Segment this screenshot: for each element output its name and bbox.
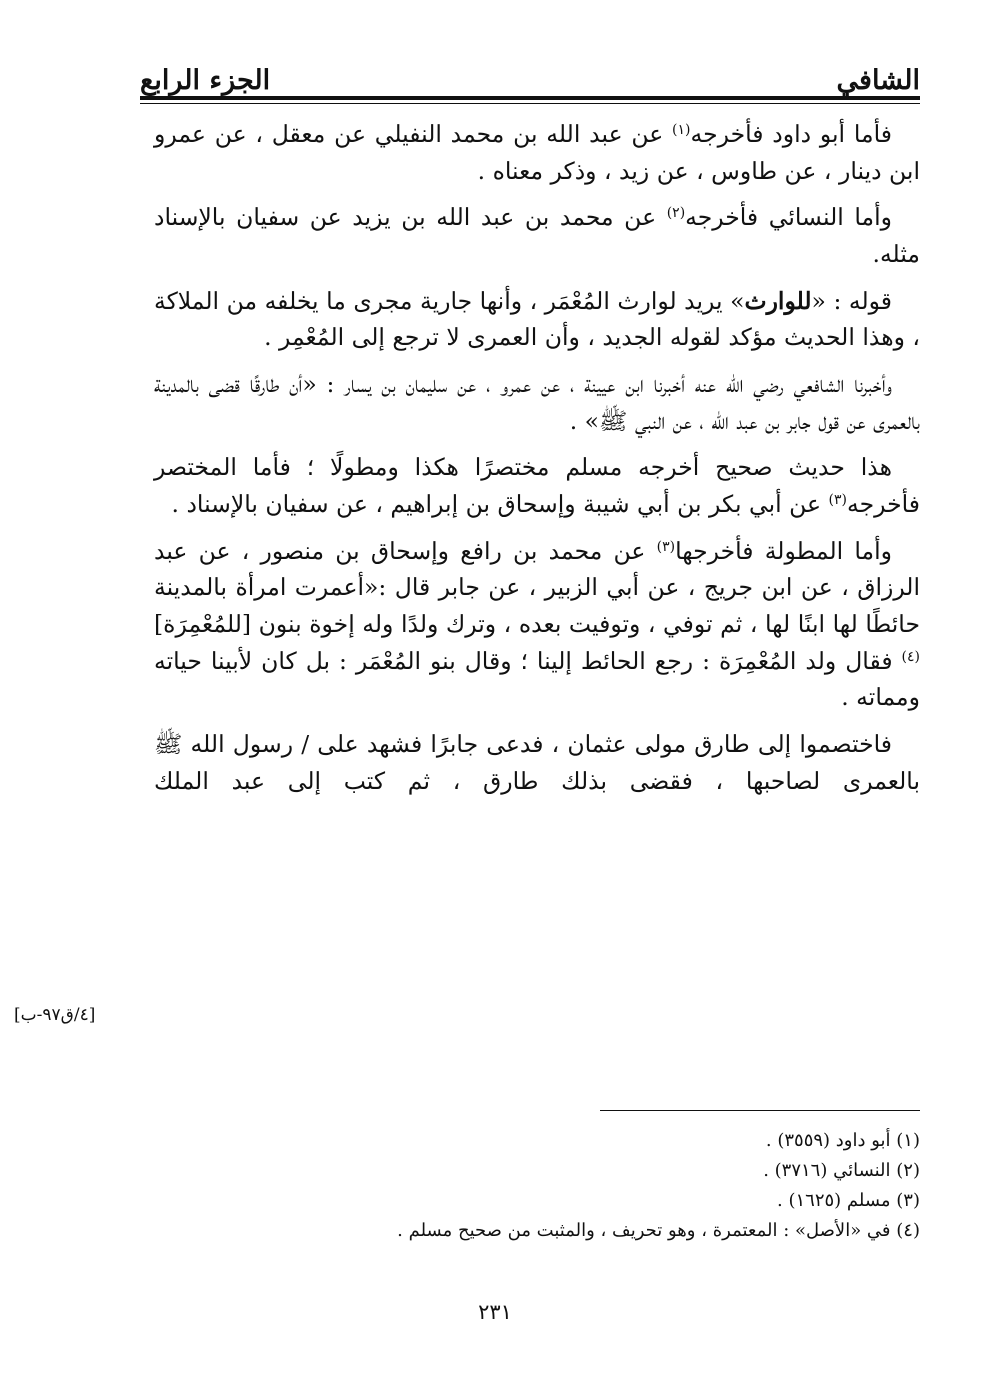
- running-header: [140, 52, 920, 94]
- volume-title: الجزء الرابع: [140, 65, 271, 96]
- paragraph-2: [154, 199, 920, 272]
- manuscript-folio-note: [٤/ق٩٧-ب]: [14, 1005, 96, 1025]
- text-run: فأما أبو داود فأخرجه: [690, 120, 892, 148]
- paragraph-3: [154, 283, 920, 356]
- paragraph-1: [154, 116, 920, 189]
- footnote-2: (٢) النسائي (٣٧١٦) .: [763, 1160, 920, 1182]
- book-title: الشافي: [836, 65, 920, 96]
- footnote-ref: (١): [672, 122, 691, 138]
- header-rule-thin: [140, 103, 920, 104]
- footnote-ref: (٣): [828, 491, 847, 508]
- footnote-3: (٣) مسلم (١٦٢٥) .: [777, 1190, 920, 1212]
- paragraph-5: [154, 449, 920, 522]
- footnote-separator: [600, 1110, 920, 1111]
- text-run: فاختصموا إلى طارق مولى عثمان ، فدعى جابرًا فشهد على / رسول الله ﷺ بالعمرى لصاحبها ، فقضى بذلك طارق ، ثم كتب إلى عبد الملك: [154, 729, 920, 795]
- main-text: [154, 116, 920, 809]
- text-run: وأما المطولة فأخرجها: [675, 536, 892, 565]
- text-run: عن محمد بن رافع وإسحاق بن منصور ، عن عبد الرزاق ، عن ابن جريج ، عن أبي الزبير ، عن جابر قال :«أعمرت امرأة بالمدينة حائطًا لها ابنًا لها ، ثم توفي ، وتوفيت بعده ، وترك ولدًا وله إخوة بنون [للمُعْمِرَة]: [154, 536, 920, 638]
- header-rule-thick: [140, 96, 920, 100]
- text-run: قوله : «: [811, 286, 893, 315]
- page-number: ٢٣١: [478, 1300, 512, 1324]
- text-run: عن أبي بكر بن أبي شيبة وإسحاق بن إبراهيم ، عن سفيان بالإسناد .: [171, 489, 829, 518]
- paragraph-4: [154, 366, 920, 439]
- footnote-ref: (٢): [666, 205, 686, 222]
- text-run: عن عبد الله بن محمد النفيلي عن معقل ، عن عمرو ابن دينار ، عن طاوس ، عن زيد ، وذكر معناه .: [154, 120, 920, 185]
- text-run: وأخبرنا الشافعي رضي الله عنه أخبرنا ابن عيينة ، عن عمرو ، عن سليمان بن يسار : «أن طارقًا قضى بالمدينة بالعمرى عن قول جابر بن عبد الله ، عن النبي ﷺ» .: [154, 369, 920, 435]
- paragraph-7: [154, 726, 920, 799]
- paragraph-6: [154, 533, 920, 716]
- text-run: » يريد لوارث المُعْمَر ، وأنها جارية مجرى ما يخلفه من الملاكة ، وهذا الحديث مؤكد لقوله الجديد ، وأن العمرى لا ترجع إلى المُعْمِر .: [154, 286, 920, 352]
- text-run: فقال ولد المُعْمِرَة : رجع الحائط إلينا ؛ وقال بنو المُعْمَر : بل كان لأبينا حياته ومماته .: [154, 646, 920, 712]
- footnote-4: (٤) في «الأصل» : المعتمرة ، وهو تحريف ، والمثبت من صحيح مسلم .: [397, 1220, 920, 1242]
- text-run: هذا حديث صحيح أخرجه مسلم مختصرًا هكذا ومطولًا ؛ فأما المختصر فأخرجه: [154, 453, 920, 518]
- footnote-ref: (٣): [656, 538, 676, 555]
- footnotes: [300, 1126, 920, 1246]
- text-run: عن محمد بن عبد الله بن يزيد عن سفيان بالإسناد مثله.: [154, 203, 920, 268]
- text-run: وأما النسائي فأخرجه: [685, 203, 892, 232]
- keyword: للوارث: [744, 286, 812, 315]
- footnote-1: (١) أبو داود (٣٥٥٩) .: [765, 1130, 920, 1151]
- footnote-ref: (٤): [901, 648, 920, 665]
